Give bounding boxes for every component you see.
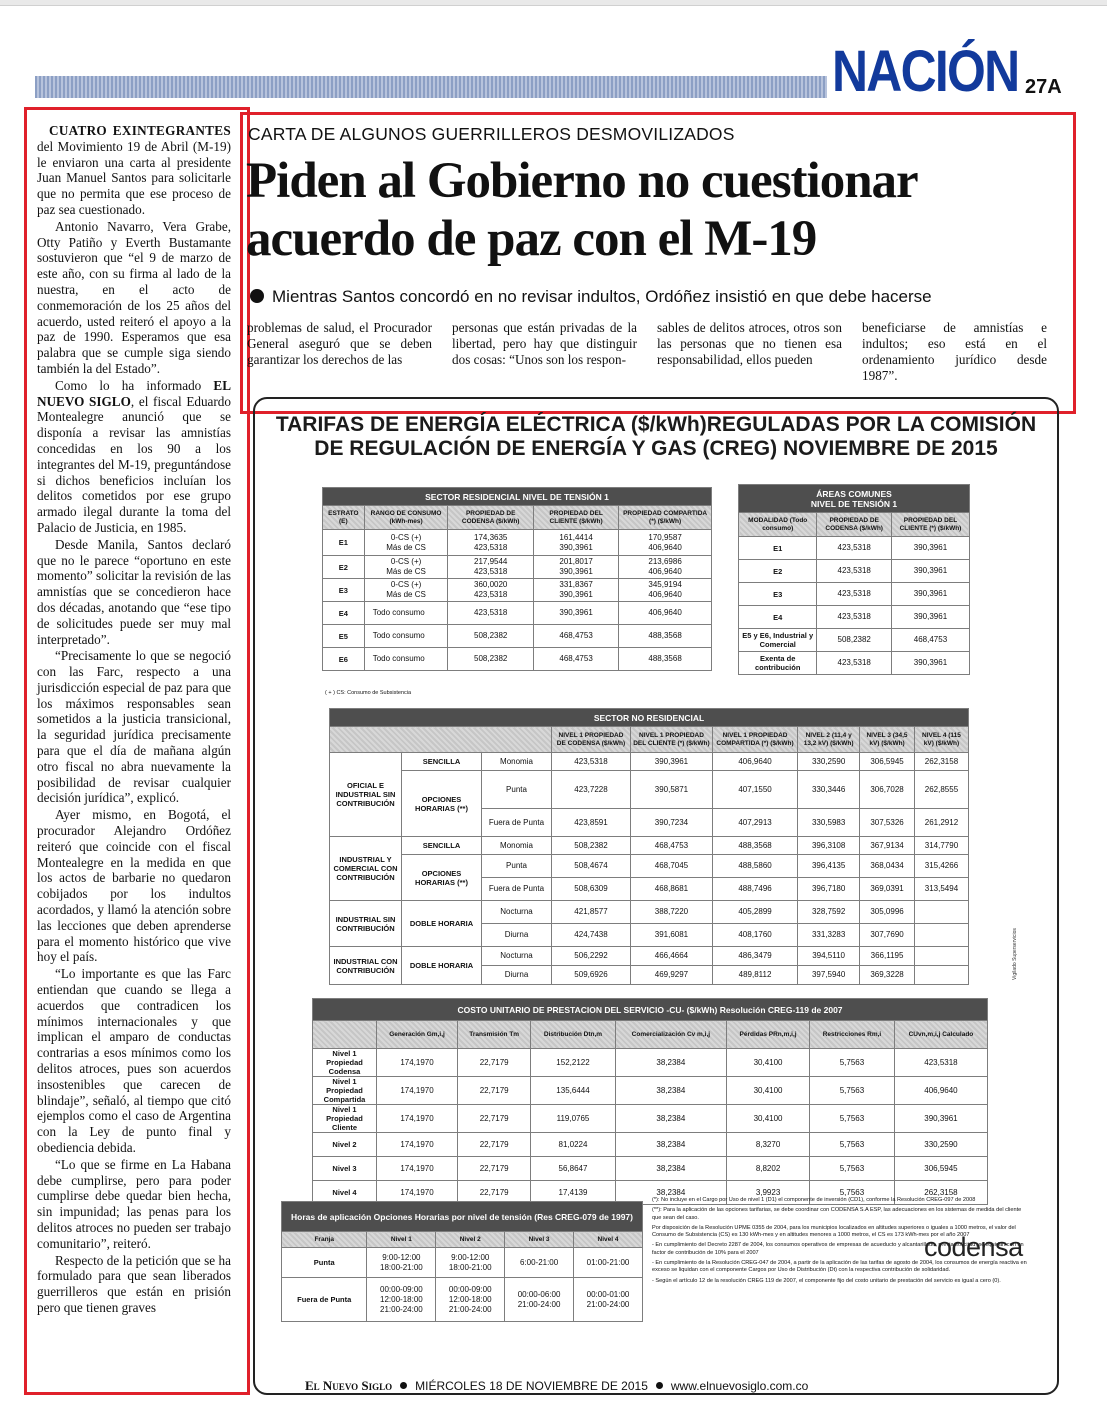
- value-cell: 509,6926: [552, 966, 631, 985]
- table-row: [330, 753, 969, 771]
- value-cell: 468,4753: [533, 625, 618, 648]
- modality-label: Exenta de contribución: [739, 652, 817, 675]
- value-cell: 508,2382: [448, 648, 534, 671]
- left-paragraph: Antonio Navarro, Vera Grabe, Otty Patiño y Everth Bustamante sostuvieron que “el 9 de marzo de este año, con su firma al lado de la nuestra, en el acto de conmemoración de los 25 años del acuerdo, usted reiteró el apoyo a la paz de 1990. Esperamos que esa palabra que se cumple siga siendo también la del Estado”.: [37, 218, 231, 376]
- value-cell: 396,7180: [798, 878, 860, 901]
- top-rule: [0, 0, 1107, 6]
- superservicios-logo: Vigilado Superservicios: [1012, 928, 1018, 980]
- table-row: [739, 606, 970, 629]
- value-cell: 38,2384: [615, 1105, 726, 1133]
- value-cell: 3,9923: [727, 1181, 810, 1205]
- value-cell: 407,1550: [712, 771, 797, 809]
- value-cell: 390,3961: [533, 602, 618, 625]
- stratum-label: E1: [323, 530, 365, 556]
- value-cell: 390,3961: [891, 583, 969, 606]
- option-label: DOBLE HORARIA: [402, 901, 482, 947]
- column-header: PROPIEDAD DE CODENSA ($/kWh): [817, 513, 891, 537]
- value-cell: 22,7179: [458, 1133, 531, 1157]
- column-header: NIVEL 4 (115 kV) ($/kWh): [914, 727, 968, 753]
- level-label: Nivel 3: [313, 1157, 377, 1181]
- modality-label: E3: [739, 583, 817, 606]
- footer-site: www.elnuevosiglo.com.co: [670, 1379, 809, 1393]
- column-header: MODALIDAD (Todo consumo): [739, 513, 817, 537]
- table-row: [313, 1105, 988, 1133]
- value-cell: 423,5318: [817, 537, 891, 560]
- table-row: [323, 556, 712, 579]
- left-paragraph: “Lo que se firme en La Habana debe cumplirse, pero para poder cumplirse debe quedar bien hecha, sin impunidad; las penas para los delitos atroces no pueden ser trabajo comunitario”, reiteró.: [37, 1156, 231, 1251]
- value-cell: 488,3568: [619, 648, 712, 671]
- column-header: Comercialización Cv m,i,j: [615, 1021, 726, 1049]
- value-cell: 213,6986 406,9640: [619, 556, 712, 579]
- note-item: - En cumplimiento del Decreto 2287 de 2004, los consumos operativos de empresas de acueducto y alcantarillado, previa solicitud, se liquidan con un factor de contribución de 10% para el 2007: [652, 1242, 1024, 1256]
- left-paragraph: “Precisamente lo que se negoció con las Farc, respecto a una jurisdicción especial de paz para que los máximos responsables sean sometidos a la justicia transicional, la seguridad jurídica precisamente para que el día de mañana algún otro fiscal no abra nuevamente la posibilidad de revisar cualquier decisión jurídica”, explicó.: [37, 648, 231, 806]
- table-row: [739, 629, 970, 652]
- value-cell: 330,2590: [798, 753, 860, 771]
- value-cell: 305,0996: [860, 901, 915, 924]
- column-header: Restricciones Rm,i: [810, 1021, 895, 1049]
- value-cell: 468,4753: [630, 837, 712, 855]
- value-cell: 22,7179: [458, 1157, 531, 1181]
- consumption-range: 0-CS (+) Más de CS: [364, 579, 448, 602]
- value-cell: 261,2912: [914, 809, 968, 837]
- value-cell: 81,0224: [531, 1133, 615, 1157]
- value-cell: 466,4664: [630, 947, 712, 966]
- left-column-text: [37, 123, 231, 1317]
- consumption-range: Todo consumo: [364, 648, 448, 671]
- modality-label: E4: [739, 606, 817, 629]
- value-cell: 330,2590: [894, 1133, 987, 1157]
- value-cell: 30,4100: [727, 1077, 810, 1105]
- value-cell: 262,8555: [914, 771, 968, 809]
- newspaper-name: EL NUEVO SIGLO: [37, 377, 231, 409]
- value-cell: 390,3961: [630, 753, 712, 771]
- value-cell: 5,7563: [810, 1181, 895, 1205]
- value-cell: 8,3270: [727, 1133, 810, 1157]
- stratum-label: E2: [323, 556, 365, 579]
- value-cell: 22,7179: [458, 1181, 531, 1205]
- value-cell: 366,1195: [860, 947, 915, 966]
- table-row: [313, 1133, 988, 1157]
- codensa-logo: codensa: [924, 1232, 1023, 1262]
- level-label: Nivel 1 Propiedad Compartida: [313, 1077, 377, 1105]
- value-cell: 174,3635 423,5318: [448, 530, 534, 556]
- value-cell: 488,5860: [712, 855, 797, 878]
- value-cell: 423,5318: [817, 560, 891, 583]
- value-cell: 9:00-12:00 18:00-21:00: [436, 1248, 505, 1278]
- value-cell: 367,9134: [860, 837, 915, 855]
- sector-label: INDUSTRIAL Y COMERCIAL CON CONTRIBUCIÓN: [330, 837, 402, 901]
- value-cell: 17,4139: [531, 1181, 615, 1205]
- mode-label: Monomia: [482, 837, 552, 855]
- option-label: SENCILLA: [402, 753, 482, 771]
- level-label: Nivel 1 Propiedad Codensa: [313, 1049, 377, 1077]
- value-cell: 38,2384: [615, 1049, 726, 1077]
- value-cell: 424,7438: [552, 924, 631, 947]
- lead-caps: CUATRO EXINTEGRANTES: [49, 123, 231, 138]
- value-cell: 486,3479: [712, 947, 797, 966]
- value-cell: 330,5983: [798, 809, 860, 837]
- value-cell: 5,7563: [810, 1049, 895, 1077]
- column-header: Franja: [282, 1232, 367, 1248]
- left-paragraph: Ayer mismo, en Bogotá, el procurador Alejandro Ordóñez reiteró que coincide con el fiscal Montealegre en la medida en que los actos de barbarie no quedaron cobijados por los indultos acordados, y llamó la atención sobre las lecciones que deben aprenderse para el momento histórico que vive hoy el país.: [37, 807, 231, 965]
- value-cell: 119,0765: [531, 1105, 615, 1133]
- value-cell: 406,9640: [619, 602, 712, 625]
- value-cell: 423,8591: [552, 809, 631, 837]
- article-column: personas que están privadas de la libertad, pero hay que distinguir dos cosas: “Unos son los respon-: [452, 320, 637, 367]
- value-cell: 38,2384: [615, 1133, 726, 1157]
- footer-brand: El Nuevo Siglo: [305, 1378, 393, 1393]
- value-cell: 391,6081: [630, 924, 712, 947]
- option-label: OPCIONES HORARIAS (**): [402, 855, 482, 901]
- value-cell: 423,5318: [817, 583, 891, 606]
- table-row: [330, 947, 969, 966]
- column-header: ESTRATO (E): [323, 506, 365, 530]
- non-residential-table: SECTOR NO RESIDENCIAL NIVEL 1 PROPIEDAD DE CODENSA ($/kWh) NIVEL 1 PROPIEDAD DEL CLIENTE (*) ($/kWh) NIVEL 1 PROPIEDAD COMPARTIDA (*) ($/kWh) NIVEL 2 (11,4 y 13,2 kV) ($/kWh) NIVEL 3 (34,5 kV) ($/kWh) NIVEL 4 (115 kV) ($/kWh) OFICIAL E INDUSTRIAL SIN CONTRIBUCIÓN SENCILLA Monomia 423,5318 390,3961 406,9640 330,2590 306,5945 262,3158 OPCIONES HORARIAS (**) Punta 423,7228 390,5871 407,1550 330,3446 306,7028 262,8555 Fuera de Punta 423,8591 390,7234 407,2913 330,5983 307,5326 261,2912 INDUSTRIAL Y COMERCIAL CON CONTRIBUCIÓN SENCILLA Monomia 508,2382 468,4753 488,3568 396,3108 367,9134 314,7790 OPCIONES HORARIAS (**) Punta 508,4674 468,7045 488,5860 396,4135 368,0434 315,4266 Fuera de Punta 508,6309 468,8681 488,7496 396,7180 369,0391 313,5494 INDUSTRIAL SIN CONTRIBUCIÓN DOBLE HORARIA Nocturna 421,8577 388,7220 405,2899 328,7592 305,0996 Diurna 424,7438 391,6081 408,1760 331,3283 307,7690 INDUSTRIAL CON CONTRIBUCIÓN DOBLE HORARIA Nocturna 506,2292 466,4664 486,3479 394,5110 366,1195 Diurna 509,6926 469,9297 489,8112 397,5940 369,3228: [329, 708, 969, 985]
- value-cell: 328,7592: [798, 901, 860, 924]
- value-cell: 135,6444: [531, 1077, 615, 1105]
- value-cell: 423,5318: [552, 753, 631, 771]
- value-cell: [914, 966, 968, 985]
- value-cell: 408,1760: [712, 924, 797, 947]
- sector-label: INDUSTRIAL CON CONTRIBUCIÓN: [330, 947, 402, 985]
- value-cell: 9:00-12:00 18:00-21:00: [367, 1248, 436, 1278]
- note-item: Por disposición de la Resolución UPME 0355 de 2004, para los municipios localizados en altitudes superiores o iguales a 1000 metros, el valor del Consumo de Subsistencia (CS) es 130 kWh-mes y en altitudes menores a 1000 metros, el CS es 173 kWh-mes por el año 2007: [652, 1224, 1016, 1239]
- value-cell: 390,5871: [630, 771, 712, 809]
- value-cell: 6:00-21:00: [505, 1248, 574, 1278]
- value-cell: 468,4753: [533, 648, 618, 671]
- value-cell: 369,3228: [860, 966, 915, 985]
- table-row: [330, 771, 969, 809]
- sector-label: INDUSTRIAL SIN CONTRIBUCIÓN: [330, 901, 402, 947]
- table-row: [323, 602, 712, 625]
- article-body: [247, 320, 1047, 384]
- value-cell: 01:00-21:00: [574, 1248, 643, 1278]
- left-paragraph: Respecto de la petición que se ha formulado para que sean liberados guerrilleros que están en prisión pero que tienen graves: [37, 1252, 231, 1315]
- value-cell: 306,7028: [860, 771, 915, 809]
- value-cell: 468,4753: [891, 629, 969, 652]
- value-cell: 306,5945: [894, 1157, 987, 1181]
- kicker: CARTA DE ALGUNOS GUERRILLEROS DESMOVILIZADOS: [248, 124, 735, 144]
- value-cell: 406,9640: [894, 1077, 987, 1105]
- value-cell: 152,2122: [531, 1049, 615, 1077]
- value-cell: 406,9640: [712, 753, 797, 771]
- value-cell: 5,7563: [810, 1105, 895, 1133]
- table-row: [282, 1278, 643, 1322]
- value-cell: 388,7220: [630, 901, 712, 924]
- value-cell: 390,3961: [891, 560, 969, 583]
- value-cell: 469,9297: [630, 966, 712, 985]
- value-cell: 421,8577: [552, 901, 631, 924]
- page-footer: [305, 1378, 808, 1394]
- value-cell: 00:00-01:00 21:00-24:00: [574, 1278, 643, 1322]
- value-cell: 307,5326: [860, 809, 915, 837]
- value-cell: 174,1970: [377, 1077, 458, 1105]
- consumption-range: 0-CS (+) Más de CS: [364, 556, 448, 579]
- value-cell: 22,7179: [458, 1049, 531, 1077]
- consumption-range: Todo consumo: [364, 625, 448, 648]
- value-cell: 368,0434: [860, 855, 915, 878]
- value-cell: 315,4266: [914, 855, 968, 878]
- subhead: Mientras Santos concordó en no revisar indultos, Ordóñez insistió en que debe hacerse: [250, 287, 932, 307]
- mode-label: Diurna: [482, 924, 552, 947]
- column-header: PROPIEDAD COMPARTIDA (*) ($/kWh): [619, 506, 712, 530]
- mode-label: Monomia: [482, 753, 552, 771]
- header-band: [35, 76, 827, 98]
- footer-date: MIÉRCOLES 18 DE NOVIEMBRE DE 2015: [415, 1379, 648, 1393]
- column-header: PROPIEDAD DEL CLIENTE (*) ($/kWh): [891, 513, 969, 537]
- value-cell: 22,7179: [458, 1105, 531, 1133]
- modality-label: E1: [739, 537, 817, 560]
- value-cell: 468,7045: [630, 855, 712, 878]
- value-cell: 396,4135: [798, 855, 860, 878]
- footer-bullet-icon: [400, 1382, 407, 1389]
- note-item: - En cumplimiento de la Resolución CREG-047 de 2004, a partir de la aplicación de las tarifas de agosto de 2004, los consumos de energía reactiva en exceso se liquidan con el componente Cargos por Uso de Distribución (Dt) con la respectiva contribución de solidaridad.: [652, 1260, 1027, 1274]
- value-cell: 331,3283: [798, 924, 860, 947]
- value-cell: 174,1970: [377, 1133, 458, 1157]
- value-cell: 508,2382: [448, 625, 534, 648]
- value-cell: 5,7563: [810, 1157, 895, 1181]
- table-row: [323, 648, 712, 671]
- stratum-label: E5: [323, 625, 365, 648]
- left-paragraph: “Lo importante es que las Farc entiendan que cuando se llega a acuerdos que contradicen los mínimos internacionales y que implican el amparo de conductas contrarias a esos mínimos como los delitos atroces, pues son acuerdos insostenibles que carecen de blindaje”, señaló, al tiempo que citó ejemplos como el caso de Argentina con la Ley de punto final y obediencia debida.: [37, 966, 231, 1155]
- value-cell: 390,7234: [630, 809, 712, 837]
- value-cell: 00:00-09:00 12:00-18:00 21:00-24:00: [436, 1278, 505, 1322]
- table-row: [330, 855, 969, 878]
- residential-footnote: ( + ) CS: Consumo de Subsistencia: [325, 690, 412, 696]
- value-cell: 488,3568: [619, 625, 712, 648]
- article-column: problemas de salud, el Procurador General aseguró que se deben garantizar los derechos de las: [247, 320, 432, 367]
- column-header: Nivel 1: [367, 1232, 436, 1248]
- value-cell: 174,1970: [377, 1157, 458, 1181]
- table-row: [313, 1157, 988, 1181]
- column-header: NIVEL 3 (34,5 kV) ($/kWh): [860, 727, 915, 753]
- value-cell: 369,0391: [860, 878, 915, 901]
- value-cell: 38,2384: [615, 1181, 726, 1205]
- residential-table: SECTOR RESIDENCIAL NIVEL DE TENSIÓN 1 ESTRATO (E) RANGO DE CONSUMO (kWh-mes) PROPIEDAD DE CODENSA ($/kWh) PROPIEDAD DEL CLIENTE ($/kWh) PROPIEDAD COMPARTIDA (*) ($/kWh) E1 0-CS (+) Más de CS 174,3635 423,5318 161,4414 390,3961 170,9587 406,9640 E2 0-CS (+) Más de CS 217,9544 423,5318 201,8017 390,3961 213,6986 406,9640 E3 0-CS (+) Más de CS 360,0020 423,5318 331,8367 390,3961 345,9194 406,9640 E4 Todo consumo 423,5318 390,3961 406,9640 E5 Todo consumo 508,2382 468,4753 488,3568 E6 Todo consumo 508,2382 468,4753 488,3568: [322, 487, 712, 671]
- value-cell: 423,5318: [448, 602, 534, 625]
- note-item: (*): No incluye en el Cargo por Uso de nivel 1 (D1) el componente de inversión (CD1), conforme la Resolución CREG-097 de 2008: [652, 1197, 976, 1203]
- value-cell: 423,5318: [817, 652, 891, 675]
- column-header: Nivel 4: [574, 1232, 643, 1248]
- table-row: [323, 530, 712, 556]
- page-number: 27A: [1025, 76, 1062, 98]
- value-cell: 314,7790: [914, 837, 968, 855]
- mode-label: Nocturna: [482, 901, 552, 924]
- value-cell: 488,7496: [712, 878, 797, 901]
- option-label: OPCIONES HORARIAS (**): [402, 771, 482, 837]
- column-header: Transmisión Tm: [458, 1021, 531, 1049]
- consumption-range: 0-CS (+) Más de CS: [364, 530, 448, 556]
- section-title: NACIÓN: [832, 39, 1019, 104]
- left-paragraph: Como lo ha informado EL NUEVO SIGLO, el fiscal Eduardo Montealegre anunció que se disponía a revisar las amnistías concedidas en los 90 a los integrantes del M-19, preguntándose si dichos beneficios incluían los delitos cometidos por ese grupo armado ilegal durante la toma del Palacio de Justicia, en 1985.: [37, 377, 231, 535]
- value-cell: 407,2913: [712, 809, 797, 837]
- value-cell: 8,8202: [727, 1157, 810, 1181]
- sector-label: OFICIAL E INDUSTRIAL SIN CONTRIBUCIÓN: [330, 753, 402, 837]
- value-cell: 508,6309: [552, 878, 631, 901]
- value-cell: 56,8647: [531, 1157, 615, 1181]
- hours-table: Horas de aplicación Opciones Horarias por nivel de tensión (Res CREG-079 de 1997) Franja Nivel 1 Nivel 2 Nivel 3 Nivel 4 Punta 9:00-12:00 18:00-21:00 9:00-12:00 18:00-21:00 6:00-21:00 01:00-21:00 Fuera de Punta 00:00-09:00 12:00-18:00 21:00-24:00 00:00-09:00 12:00-18:00 21:00-24:00 00:00-06:00 21:00-24:00 00:00-01:00 21:00-24:00: [281, 1201, 643, 1322]
- value-cell: 38,2384: [615, 1157, 726, 1181]
- unit-cost-table: COSTO UNITARIO DE PRESTACION DEL SERVICIO -CU- ($/kWh) Resolución CREG-119 de 2007 Generación Gm,i,j Transmisión Tm Distribución Dtn,m Comercialización Cv m,i,j Pérdidas PRn,m,i,j Restricciones Rm,i CUvn,m,i,j Calculado Nivel 1 Propiedad Codensa 174,1970 22,7179 152,2122 38,2384 30,4100 5,7563 423,5318 Nivel 1 Propiedad Compartida 174,1970 22,7179 135,6444 38,2384 30,4100 5,7563 406,9640 Nivel 1 Propiedad Cliente 174,1970 22,7179 119,0765 38,2384 30,4100 5,7563 390,3961 Nivel 2 174,1970 22,7179 81,0224 38,2384 8,3270 5,7563 330,2590 Nivel 3 174,1970 22,7179 56,8647 38,2384 8,8202 5,7563 306,5945 Nivel 4 174,1970 22,7179 17,4139 38,2384 3,9923 5,7563 262,3158: [312, 998, 988, 1205]
- column-header: Nivel 3: [505, 1232, 574, 1248]
- band-label: Punta: [282, 1248, 367, 1278]
- value-cell: [914, 901, 968, 924]
- value-cell: 30,4100: [727, 1105, 810, 1133]
- left-paragraph: CUATRO EXINTEGRANTES del Movimiento 19 de Abril (M-19) le enviaron una carta al presidente Juan Manuel Santos para solicitarle que no permita que ese proceso de paz sea cuestionado.: [37, 123, 231, 217]
- value-cell: 506,2292: [552, 947, 631, 966]
- column-header: PROPIEDAD DEL CLIENTE ($/kWh): [533, 506, 618, 530]
- value-cell: 201,8017 390,3961: [533, 556, 618, 579]
- table-row: [739, 652, 970, 675]
- value-cell: 488,3568: [712, 837, 797, 855]
- value-cell: 5,7563: [810, 1133, 895, 1157]
- footer-bullet-icon: [656, 1382, 663, 1389]
- value-cell: 174,1970: [377, 1105, 458, 1133]
- tariff-title: TARIFAS DE ENERGÍA ELÉCTRICA ($/kWh)REGULADAS POR LA COMISIÓN DE REGULACIÓN DE ENERGÍA Y GAS (CREG) NOVIEMBRE DE 2015: [275, 413, 1037, 460]
- value-cell: 405,2899: [712, 901, 797, 924]
- value-cell: 330,3446: [798, 771, 860, 809]
- table-row: [739, 537, 970, 560]
- value-cell: 489,8112: [712, 966, 797, 985]
- level-label: Nivel 1 Propiedad Cliente: [313, 1105, 377, 1133]
- column-header: CUvn,m,i,j Calculado: [894, 1021, 987, 1049]
- value-cell: 174,1970: [377, 1181, 458, 1205]
- value-cell: 170,9587 406,9640: [619, 530, 712, 556]
- modality-label: E2: [739, 560, 817, 583]
- value-cell: 306,5945: [860, 753, 915, 771]
- table-row: [313, 1049, 988, 1077]
- value-cell: 262,3158: [894, 1181, 987, 1205]
- level-label: Nivel 2: [313, 1133, 377, 1157]
- value-cell: 390,3961: [891, 537, 969, 560]
- value-cell: 423,5318: [817, 606, 891, 629]
- bullet-icon: [250, 289, 264, 303]
- column-header: NIVEL 1 PROPIEDAD DE CODENSA ($/kWh): [552, 727, 631, 753]
- option-label: DOBLE HORARIA: [402, 947, 482, 985]
- value-cell: 313,5494: [914, 878, 968, 901]
- value-cell: 38,2384: [615, 1077, 726, 1105]
- value-cell: 30,4100: [727, 1049, 810, 1077]
- value-cell: [914, 947, 968, 966]
- value-cell: 508,2382: [817, 629, 891, 652]
- mode-label: Punta: [482, 771, 552, 809]
- value-cell: 390,3961: [891, 606, 969, 629]
- value-cell: 394,5110: [798, 947, 860, 966]
- value-cell: 00:00-09:00 12:00-18:00 21:00-24:00: [367, 1278, 436, 1322]
- mode-label: Diurna: [482, 966, 552, 985]
- value-cell: 508,2382: [552, 837, 631, 855]
- value-cell: 390,3961: [894, 1105, 987, 1133]
- table-row: [739, 583, 970, 606]
- column-header: Pérdidas PRn,m,i,j: [727, 1021, 810, 1049]
- stratum-label: E4: [323, 602, 365, 625]
- value-cell: 345,9194 406,9640: [619, 579, 712, 602]
- value-cell: 00:00-06:00 21:00-24:00: [505, 1278, 574, 1322]
- value-cell: 5,7563: [810, 1077, 895, 1105]
- column-header: Distribución Dtn,m: [531, 1021, 615, 1049]
- value-cell: 423,7228: [552, 771, 631, 809]
- value-cell: 390,3961: [891, 652, 969, 675]
- column-header: Generación Gm,i,j: [377, 1021, 458, 1049]
- mode-label: Punta: [482, 855, 552, 878]
- option-label: SENCILLA: [402, 837, 482, 855]
- table-row: [323, 625, 712, 648]
- value-cell: 174,1970: [377, 1049, 458, 1077]
- mode-label: Fuera de Punta: [482, 878, 552, 901]
- value-cell: 161,4414 390,3961: [533, 530, 618, 556]
- article-column: sables de delitos atroces, otros son las personas que no tienen esa responsabilidad, ellos pueden: [657, 320, 842, 367]
- table-row: [323, 579, 712, 602]
- value-cell: 307,7690: [860, 924, 915, 947]
- value-cell: 508,4674: [552, 855, 631, 878]
- consumption-range: Todo consumo: [364, 602, 448, 625]
- stratum-label: E3: [323, 579, 365, 602]
- stratum-label: E6: [323, 648, 365, 671]
- note-item: (**): Para la aplicación de las opciones tarifarias, se debe coordinar con CODENSA S.A ESP, las adecuaciones en los sistemas de medida del cliente que sean del caso.: [652, 1207, 1022, 1221]
- value-cell: 217,9544 423,5318: [448, 556, 534, 579]
- level-label: Nivel 4: [313, 1181, 377, 1205]
- table-row: [313, 1077, 988, 1105]
- column-header: NIVEL 2 (11,4 y 13,2 kV) ($/kWh): [798, 727, 860, 753]
- article-column: beneficiarse de amnistías e indultos; eso está en el ordenamiento jurídico desde 1987”.: [862, 320, 1047, 383]
- value-cell: 468,8681: [630, 878, 712, 901]
- value-cell: 423,5318: [894, 1049, 987, 1077]
- table-row: [282, 1248, 643, 1278]
- value-cell: 396,3108: [798, 837, 860, 855]
- table-row: [739, 560, 970, 583]
- mode-label: Fuera de Punta: [482, 809, 552, 837]
- table-row: [330, 901, 969, 924]
- table-row: [330, 837, 969, 855]
- note-item: - Según el artículo 12 de la resolución CREG 119 de 2007, el componente fijo del costo unitario de prestación del servicio es igual a cero (0).: [652, 1277, 1001, 1284]
- column-header: NIVEL 1 PROPIEDAD COMPARTIDA (*) ($/kWh): [712, 727, 797, 753]
- headline: Piden al Gobierno no cuestionar acuerdo de paz con el M-19: [246, 153, 918, 267]
- mode-label: Nocturna: [482, 947, 552, 966]
- band-label: Fuera de Punta: [282, 1278, 367, 1322]
- value-cell: [914, 924, 968, 947]
- common-areas-table: ÁREAS COMUNES NIVEL DE TENSIÓN 1 MODALIDAD (Todo consumo) PROPIEDAD DE CODENSA ($/kWh) PROPIEDAD DEL CLIENTE (*) ($/kWh) E1 423,5318 390,3961 E2 423,5318 390,3961 E3 423,5318 390,3961 E4 423,5318 390,3961 E5 y E6, Industrial y Comercial 508,2382 468,4753 Exenta de contribución 423,5318 390,3961: [738, 484, 970, 675]
- value-cell: 360,0020 423,5318: [448, 579, 534, 602]
- value-cell: 22,7179: [458, 1077, 531, 1105]
- modality-label: E5 y E6, Industrial y Comercial: [739, 629, 817, 652]
- column-header: PROPIEDAD DE CODENSA ($/kWh): [448, 506, 534, 530]
- column-header: RANGO DE CONSUMO (kWh-mes): [364, 506, 448, 530]
- value-cell: 331,8367 390,3961: [533, 579, 618, 602]
- column-header: Nivel 2: [436, 1232, 505, 1248]
- left-paragraph: Desde Manila, Santos declaró que no le parece “oportuno en este momento” solicitar la revisión de las amnistías que se concedieron hace dos décadas, anotando que “ese tipo de solicitudes puede ser muy mal interpretado”.: [37, 536, 231, 647]
- value-cell: 397,5940: [798, 966, 860, 985]
- value-cell: 262,3158: [914, 753, 968, 771]
- column-header: NIVEL 1 PROPIEDAD DEL CLIENTE (*) ($/kWh): [630, 727, 712, 753]
